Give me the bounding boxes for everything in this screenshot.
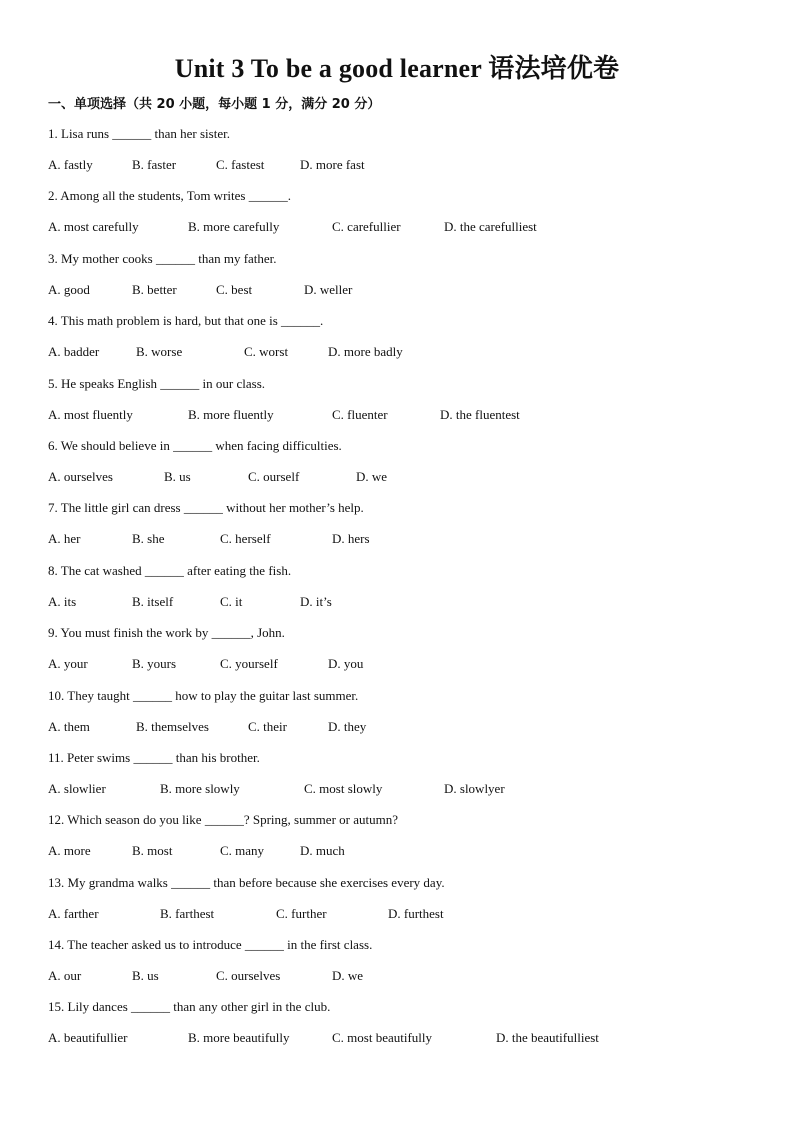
question-options — [48, 1029, 748, 1047]
option-b: B. more beautifully — [188, 1030, 290, 1046]
question-stem: 10. They taught ______ how to play the guitar last summer. — [48, 687, 359, 703]
page-title: Unit 3 To be a good learner 语法培优卷 — [174, 54, 620, 83]
option-c: C. carefullier — [332, 219, 401, 235]
option-b: B. us — [132, 968, 159, 984]
question-7 — [48, 499, 748, 561]
question-5 — [48, 375, 748, 437]
question-stem: 4. This math problem is hard, but that one is ______. — [48, 313, 324, 329]
question-1 — [48, 125, 748, 187]
question-options — [48, 468, 748, 486]
question-stem: 7. The little girl can dress ______ without her mother’s help. — [48, 500, 364, 516]
option-c: C. ourself — [248, 468, 300, 484]
option-c: C. further — [276, 905, 327, 921]
question-options — [48, 218, 748, 236]
option-b: B. more carefully — [188, 219, 280, 235]
question-options — [48, 281, 748, 299]
option-a: A. your — [48, 656, 88, 672]
option-a: A. more — [48, 843, 91, 859]
option-d: D. hers — [332, 531, 370, 547]
option-b: B. more slowly — [160, 780, 240, 796]
option-c: C. best — [216, 281, 253, 297]
option-c: C. it — [220, 593, 243, 609]
option-b: B. faster — [132, 157, 177, 172]
question-stem: 5. He speaks English ______ in our class. — [48, 375, 266, 391]
option-c: C. fastest — [216, 157, 265, 172]
question-options — [48, 905, 748, 923]
option-d: D. slowlyer — [444, 780, 505, 796]
question-stem: 11. Peter swims ______ than his brother. — [48, 749, 260, 765]
option-b: B. better — [132, 281, 177, 297]
question-9 — [48, 624, 748, 686]
option-d: D. more badly — [328, 344, 403, 360]
question-15 — [48, 998, 748, 1060]
question-options — [48, 655, 748, 673]
question-stem: 2. Among all the students, Tom writes ______. — [48, 188, 291, 204]
question-stem: 15. Lily dances ______ than any other girl in the club. — [48, 999, 331, 1015]
option-c: C. most beautifully — [332, 1030, 433, 1046]
option-a: A. badder — [48, 344, 100, 360]
question-options — [48, 842, 748, 860]
option-b: B. worse — [136, 344, 183, 360]
option-d: D. you — [328, 656, 364, 672]
question-options — [48, 780, 748, 798]
option-d: D. the fluentest — [440, 406, 520, 422]
option-d: D. we — [356, 468, 388, 484]
question-stem: 3. My mother cooks ______ than my father. — [48, 250, 277, 266]
option-d: D. the beautifulliest — [496, 1030, 599, 1046]
option-a: A. them — [48, 718, 90, 734]
option-a: A. slowlier — [48, 780, 106, 796]
question-stem: 14. The teacher asked us to introduce ______ in the first class. — [48, 937, 373, 953]
option-c: C. many — [220, 843, 265, 859]
question-options — [48, 967, 748, 985]
question-11 — [48, 749, 748, 811]
option-a: A. our — [48, 968, 82, 984]
question-options — [48, 406, 748, 424]
option-a: A. ourselves — [48, 468, 113, 484]
option-a: A. most fluently — [48, 406, 133, 422]
option-a: A. her — [48, 531, 81, 547]
option-d: D. more fast — [300, 157, 365, 172]
question-13 — [48, 874, 748, 936]
question-stem: 6. We should believe in ______ when facing difficulties. — [48, 437, 342, 453]
option-b: B. she — [132, 531, 165, 547]
question-options — [48, 343, 748, 361]
option-d: D. it’s — [300, 593, 332, 609]
question-4 — [48, 312, 748, 374]
question-12 — [48, 811, 748, 873]
option-d: D. much — [300, 843, 345, 859]
question-stem: 9. You must finish the work by ______, John. — [48, 625, 285, 641]
section-heading: 一、单项选择（共 20 小题，每小题 1 分，满分 20 分） — [48, 97, 381, 112]
option-c: C. fluenter — [332, 406, 388, 422]
option-b: B. most — [132, 843, 173, 859]
option-a: A. fastly — [48, 157, 93, 172]
option-d: D. the carefulliest — [444, 219, 537, 235]
option-b: B. themselves — [136, 718, 209, 734]
question-options — [48, 593, 748, 611]
option-c: C. herself — [220, 531, 271, 547]
option-d: D. furthest — [388, 905, 444, 921]
question-6 — [48, 437, 748, 499]
question-14 — [48, 936, 748, 998]
option-c: C. ourselves — [216, 968, 281, 984]
question-stem: 12. Which season do you like ______? Spring, summer or autumn? — [48, 812, 398, 828]
option-d: D. they — [328, 718, 367, 734]
option-b: B. more fluently — [188, 406, 274, 422]
question-2 — [48, 187, 748, 249]
option-c: C. worst — [244, 344, 289, 360]
question-stem: 1. Lisa runs ______ than her sister. — [48, 126, 230, 141]
question-options — [48, 718, 748, 736]
question-options — [48, 530, 748, 548]
option-b: B. farthest — [160, 905, 215, 921]
option-a: A. its — [48, 593, 77, 609]
option-a: A. beautifullier — [48, 1030, 128, 1046]
option-c: C. most slowly — [304, 780, 383, 796]
option-a: A. good — [48, 281, 90, 297]
option-b: B. itself — [132, 593, 174, 609]
option-d: D. we — [332, 968, 364, 984]
option-a: A. farther — [48, 905, 99, 921]
question-stem: 8. The cat washed ______ after eating the fish. — [48, 562, 292, 578]
question-list — [48, 125, 748, 1061]
option-a: A. most carefully — [48, 219, 139, 235]
question-10 — [48, 687, 748, 749]
option-c: C. yourself — [220, 656, 278, 672]
option-c: C. their — [248, 718, 287, 734]
option-b: B. yours — [132, 656, 177, 672]
question-3 — [48, 250, 748, 312]
question-8 — [48, 562, 748, 624]
question-options — [48, 156, 748, 174]
question-stem: 13. My grandma walks ______ than before because she exercises every day. — [48, 874, 445, 890]
option-d: D. weller — [304, 281, 353, 297]
option-b: B. us — [164, 468, 191, 484]
